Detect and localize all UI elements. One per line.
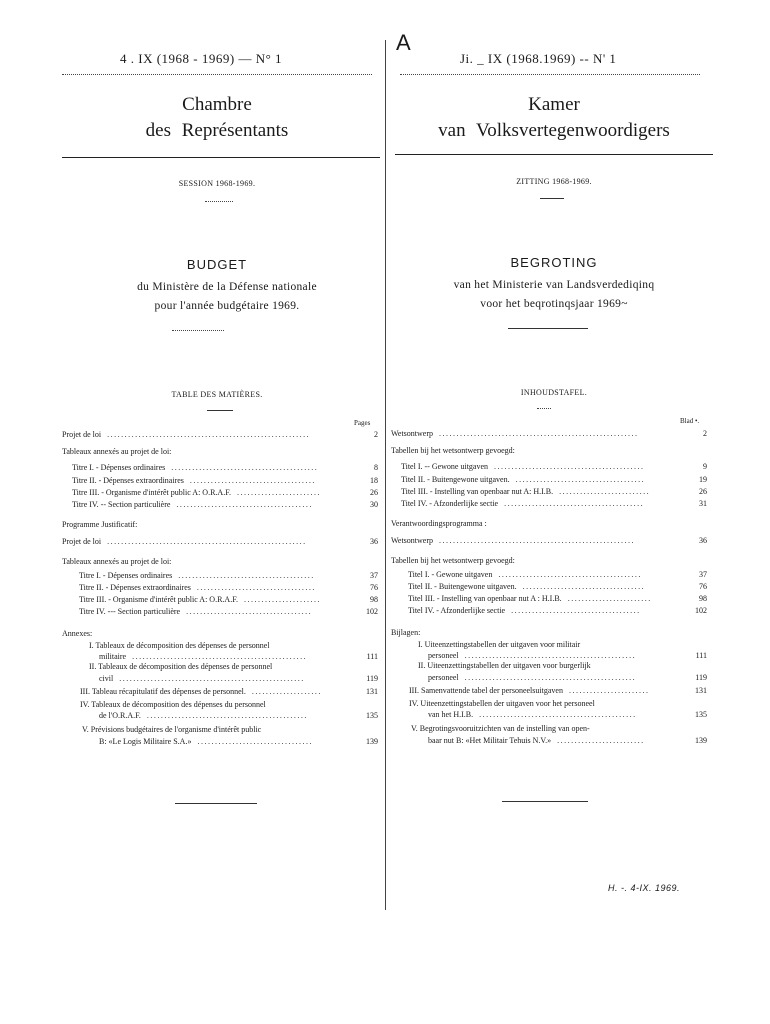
dot-leader: ..........................	[559, 487, 651, 496]
toc-row-label: Titel IV. - Afzonderlijke sectie	[408, 606, 506, 615]
toc-row	[62, 519, 378, 531]
toc-row-label: Verantwoordingsprogramma :	[391, 519, 487, 528]
dot-leader: .......................................	[178, 571, 315, 580]
toc-row-label: baar nut B: «Het Militair Tehuis N.V.»	[428, 736, 552, 745]
toc-row-label: III. Samenvattende tabel der personeelsuitgaven	[409, 686, 563, 695]
dot-leader: ......................	[244, 595, 322, 604]
toc-row-page: 8	[374, 463, 378, 472]
toc-row	[401, 474, 707, 486]
fr-table-of-contents	[62, 429, 378, 759]
toc-row-label: I. Uiteenzettingstabellen der uitgaven voor militair	[418, 640, 581, 649]
footer-document-code	[608, 883, 680, 894]
footer-code-text: H. -. 4-IX. 1969.	[608, 883, 681, 893]
fr-subtitle-line2: pour l'année budgétaire 1969.	[154, 300, 300, 312]
toc-row	[62, 628, 378, 640]
nl-pages-header: Blad •.	[680, 417, 700, 425]
toc-row-page: 98	[370, 595, 378, 604]
toc-row	[408, 581, 707, 593]
toc-row-page: 139	[695, 736, 707, 745]
header-dotted-rule-right	[400, 74, 700, 75]
toc-row	[62, 536, 378, 548]
toc-row-label: Titel III. - Instelling van openbaar nut A : H.I.B.	[408, 594, 562, 603]
toc-row-label: Titel IV. - Afzonderlijke sectie	[401, 499, 499, 508]
toc-row-page: 111	[695, 651, 707, 660]
dot-leader: .................................................	[464, 673, 637, 682]
fr-chamber-name	[62, 92, 372, 144]
dot-leader: .........................................	[498, 570, 642, 579]
fr-toc-title-rule	[207, 410, 233, 411]
nl-toc-title-rule	[537, 408, 551, 409]
toc-row	[99, 710, 378, 722]
toc-row-page: 102	[366, 607, 378, 616]
nl-subtitle-line2: voor het beqrotinqsjaar 1969~	[480, 298, 628, 310]
toc-row-label: Titre IV. --- Section particulière	[79, 607, 181, 616]
toc-row-page: 135	[366, 711, 378, 720]
toc-row-label: II. Tableaux de décomposition des dépenses de personnel	[89, 662, 273, 671]
toc-row-page: 119	[695, 673, 707, 682]
toc-row	[401, 486, 707, 498]
dot-leader: ...................................	[522, 582, 646, 591]
toc-row	[391, 518, 707, 530]
toc-row-label: personeel	[428, 673, 459, 682]
toc-row-label: III. Tableau récapitulatif des dépenses de personnel.	[80, 687, 246, 696]
toc-row	[418, 660, 707, 672]
toc-row-page: 111	[366, 652, 378, 661]
nl-session-rule	[540, 198, 564, 199]
toc-row-label: Titre I. - Dépenses ordinaires	[72, 463, 166, 472]
toc-row	[408, 593, 707, 605]
toc-row	[401, 461, 707, 473]
fr-budget-subtitle	[62, 278, 392, 316]
toc-row-label: V. Prévisions budgétaires de l'organisme d'intérêt public	[82, 725, 262, 734]
toc-row	[79, 594, 378, 606]
toc-row	[428, 735, 707, 747]
fr-toc-title: TABLE DES MATIÈRES.	[171, 390, 263, 399]
column-divider	[385, 40, 386, 910]
nl-subtitle-line1: van het Ministerie van Landsverdediqinq	[453, 279, 655, 291]
toc-row	[391, 535, 707, 547]
toc-row-label: Titre IV. -- Section particulière	[72, 500, 171, 509]
dot-leader: .......................................	[176, 500, 313, 509]
toc-row-label: Wetsontwerp	[391, 429, 434, 438]
toc-row-label: II. Uiteenzettingstabellen der uitgaven voor burgerlijk	[418, 661, 591, 670]
toc-row-page: 26	[699, 487, 707, 496]
toc-row-label: Projet de loi	[62, 430, 102, 439]
toc-row	[391, 555, 707, 567]
toc-row	[409, 685, 707, 697]
fr-chamber-line2: des Représentants	[145, 120, 289, 141]
toc-row-label: Tableaux annexés au projet de loi:	[62, 447, 172, 456]
dot-leader: ........................................................	[439, 536, 636, 545]
toc-row-label: personeel	[428, 651, 459, 660]
fr-title-dotted-rule	[172, 330, 224, 331]
toc-row-page: 2	[703, 429, 707, 438]
toc-row	[408, 569, 707, 581]
toc-row	[89, 661, 378, 673]
toc-row-label: civil	[99, 674, 114, 683]
dot-leader: ..........................................	[171, 463, 319, 472]
fr-chamber-line1: Chambre	[182, 94, 252, 115]
toc-row-label: Titre I. - Dépenses ordinaires	[79, 571, 173, 580]
right-document-reference: Ji. _ IX (1968.1969) -- N' 1	[460, 51, 617, 66]
toc-row	[80, 686, 378, 698]
toc-row-page: 31	[699, 499, 707, 508]
dot-leader: .................................	[197, 737, 313, 746]
toc-row-page: 76	[370, 583, 378, 592]
dot-leader: ..........................................................	[107, 430, 311, 439]
toc-row-label: van het H.I.B.	[428, 710, 474, 719]
toc-row-page: 36	[370, 537, 378, 546]
toc-row	[408, 605, 707, 617]
dot-leader: ........................	[237, 488, 322, 497]
toc-row	[428, 709, 707, 721]
toc-row-label: Annexes:	[62, 629, 93, 638]
toc-row-label: Wetsontwerp	[391, 536, 434, 545]
toc-row-label: Bijlagen:	[391, 628, 421, 637]
toc-row-page: 135	[695, 710, 707, 719]
nl-table-of-contents	[391, 428, 707, 758]
dot-leader: .........................................................	[107, 537, 307, 546]
dot-leader: ....................	[251, 687, 322, 696]
nl-session: ZITTING 1968-1969.	[516, 177, 592, 186]
dot-leader: ..................................	[196, 583, 316, 592]
dot-leader: ........................................	[504, 499, 645, 508]
nl-chamber-line2: van Volksvertegenwoordigers	[438, 120, 670, 141]
toc-row	[99, 736, 378, 748]
toc-row-label: Titel III. - Instelling van openbaar nut A: H.I.B.	[401, 487, 554, 496]
toc-row	[391, 627, 707, 639]
dot-leader: .........................	[557, 736, 645, 745]
toc-row-label: Titre II. - Dépenses extraordinaires	[79, 583, 191, 592]
toc-row-page: 37	[699, 570, 707, 579]
nl-budget-subtitle	[398, 276, 710, 314]
toc-row-label: Tabellen bij het wetsontwerp gevoegd:	[391, 446, 515, 455]
nl-chamber-name	[398, 92, 710, 144]
toc-row	[79, 582, 378, 594]
toc-row-label: V. Begrotingsvooruitzichten van de instelling van open-	[411, 724, 590, 733]
toc-row	[72, 499, 378, 511]
toc-row-page: 36	[699, 536, 707, 545]
toc-row-page: 139	[366, 737, 378, 746]
toc-row	[72, 475, 378, 487]
toc-row	[411, 723, 707, 735]
fr-subtitle-line1: du Ministère de la Défense nationale	[137, 281, 317, 293]
toc-row	[62, 429, 378, 441]
toc-row-page: 19	[699, 475, 707, 484]
toc-row-page: 18	[370, 476, 378, 485]
toc-row-page: 102	[695, 606, 707, 615]
toc-row	[72, 462, 378, 474]
toc-row-label: Titre III. - Organisme d'intérêt public A: O.R.A.F.	[79, 595, 239, 604]
toc-row-label: Titel I. -- Gewone uitgaven	[401, 462, 489, 471]
toc-row-page: 131	[695, 686, 707, 695]
toc-row	[62, 446, 378, 458]
dot-leader: ..............................................	[146, 711, 308, 720]
toc-row-page: 131	[366, 687, 378, 696]
nl-chamber-line1: Kamer	[528, 94, 580, 115]
dot-leader: .....................................	[515, 475, 646, 484]
toc-row-label: Titel II. - Buitengewone uitgaven.	[408, 582, 517, 591]
toc-row	[79, 606, 378, 618]
fr-budget-title: BUDGET	[186, 257, 248, 272]
dot-leader: .........................................................	[439, 429, 639, 438]
toc-row-label: Titre III. - Organisme d'intérêt public A: O.R.A.F.	[72, 488, 232, 497]
dot-leader: ....................................	[186, 607, 313, 616]
dot-leader: ..................................................	[132, 652, 308, 661]
toc-row	[72, 487, 378, 499]
toc-row-label: de l'O.R.A.F.	[99, 711, 141, 720]
dot-leader: .....................................	[511, 606, 641, 615]
toc-row-label: I. Tableaux de décomposition des dépenses de personnel	[89, 641, 270, 650]
toc-row-page: 26	[370, 488, 378, 497]
dot-leader: ...........................................	[494, 462, 645, 471]
dot-leader: .................................................	[464, 651, 637, 660]
toc-row-label: IV. Uiteenzettingstabellen der uitgaven voor het personeel	[409, 699, 595, 708]
fr-end-rule	[175, 803, 257, 804]
toc-row	[401, 498, 707, 510]
toc-row-label: B: «Le Logis Militaire S.A.»	[99, 737, 192, 746]
toc-row-page: 2	[374, 430, 378, 439]
toc-row-label: Projet de loi	[62, 537, 102, 546]
toc-row	[391, 428, 707, 440]
fr-session: SESSION 1968-1969.	[178, 179, 256, 188]
rule-under-nl-chamber	[395, 154, 713, 155]
toc-row-page: 9	[703, 462, 707, 471]
toc-row-page: 119	[366, 674, 378, 683]
nl-budget-title: BEGROTING	[510, 255, 598, 270]
dot-leader: ....................................	[189, 476, 316, 485]
toc-row-page: 76	[699, 582, 707, 591]
nl-title-rule	[508, 328, 588, 329]
dot-leader: .......................	[568, 686, 650, 695]
toc-row	[82, 724, 378, 736]
toc-row	[391, 445, 707, 457]
toc-row-label: Titel II. - Buitengewone uitgaven.	[401, 475, 510, 484]
toc-row-label: militaire	[99, 652, 127, 661]
dot-leader: .............................................	[479, 710, 637, 719]
rule-under-fr-chamber	[62, 157, 380, 158]
handwritten-mark: A	[396, 30, 411, 55]
toc-row-page: 30	[370, 500, 378, 509]
toc-row	[99, 673, 378, 685]
toc-row	[79, 570, 378, 582]
toc-row-page: 37	[370, 571, 378, 580]
toc-row	[62, 556, 378, 568]
fr-pages-header: Pages	[354, 419, 371, 427]
toc-row-label: Programme Justificatif:	[62, 520, 138, 529]
nl-end-rule	[502, 801, 588, 802]
toc-row-label: Titre II. - Dépenses extraordinaires	[72, 476, 184, 485]
toc-row-label: Tableaux annexés au projet de loi:	[62, 557, 172, 566]
dot-leader: .....................................................	[119, 674, 305, 683]
toc-row-page: 98	[699, 594, 707, 603]
header-dotted-rule-left	[62, 74, 372, 75]
toc-row-label: Titel I. - Gewone uitgaven	[408, 570, 493, 579]
dot-leader: ........................	[567, 594, 652, 603]
toc-row-label: Tabellen bij het wetsontwerp gevoegd:	[391, 556, 515, 565]
fr-session-rule	[205, 201, 233, 202]
toc-row-label: IV. Tableaux de décomposition des dépenses du personnel	[80, 700, 266, 709]
toc-row	[428, 672, 707, 684]
nl-toc-title: INHOUDSTAFEL.	[520, 388, 588, 397]
left-document-reference: 4 . IX (1968 - 1969) — N° 1	[120, 51, 283, 66]
